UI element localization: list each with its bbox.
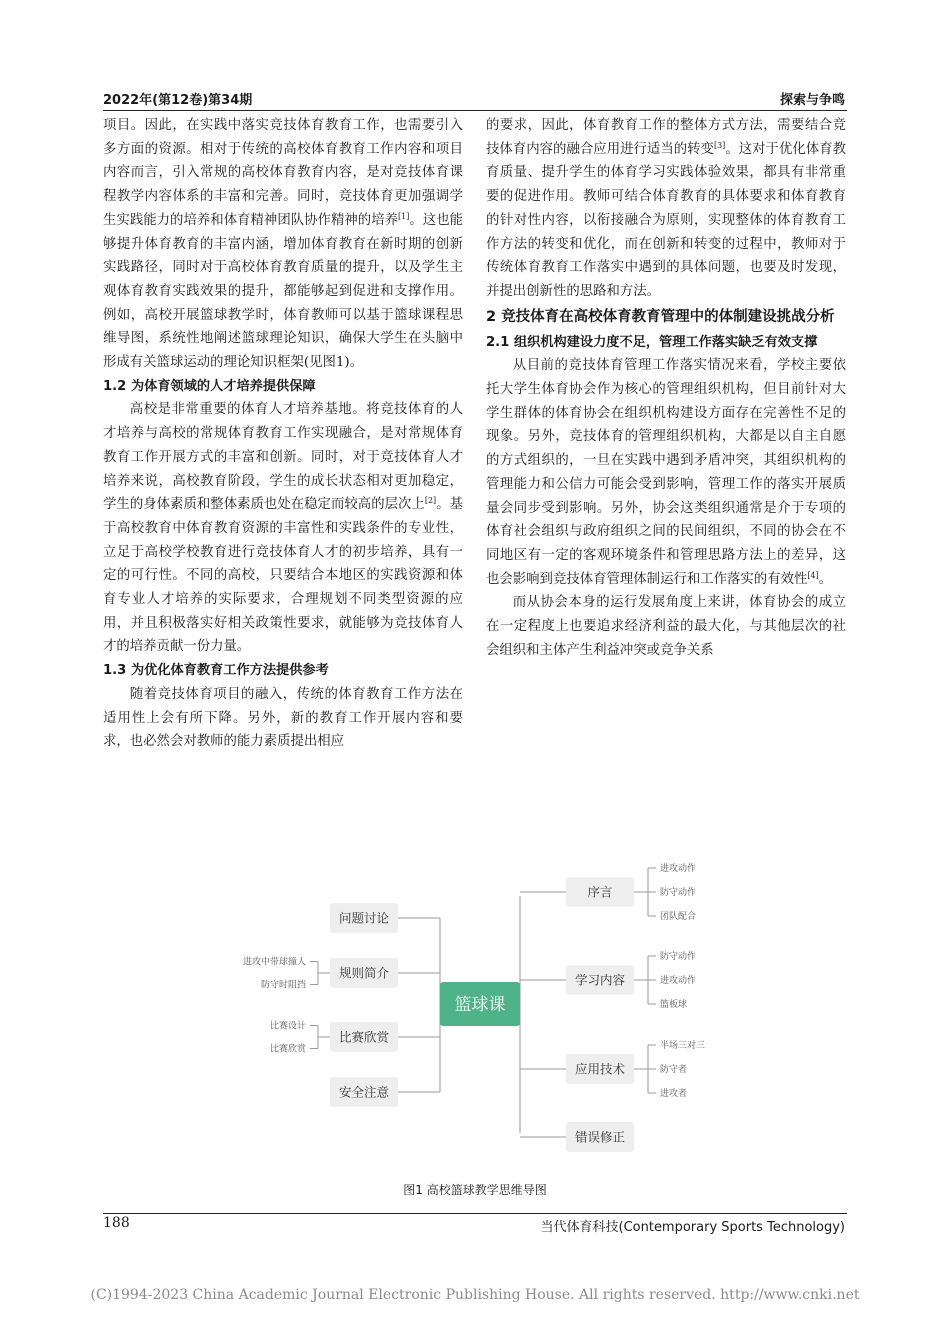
mindmap-leaf: 比赛设计 xyxy=(269,1021,306,1032)
mindmap-leaf: 防守时阻挡 xyxy=(260,980,306,991)
journal-name: 当代体育科技(Contemporary Sports Technology) xyxy=(540,1220,845,1235)
mindmap-leaf: 防守者 xyxy=(660,1065,688,1075)
section-heading-2: 2 竞技体育在高校体育教育管理中的体制建设挑战分析 xyxy=(486,308,835,325)
mindmap-leaf: 进攻中带球撞人 xyxy=(242,957,306,968)
mindmap-figure xyxy=(200,848,750,1158)
column-name: 探索与争鸣 xyxy=(779,93,845,108)
mindmap-leaf: 防守动作 xyxy=(660,952,697,962)
right-column xyxy=(486,114,846,662)
mindmap-node-label: 规则简介 xyxy=(338,965,390,981)
mindmap-leaf: 比赛欣赏 xyxy=(269,1044,306,1055)
mindmap-leaf: 进攻动作 xyxy=(660,976,697,986)
paragraph: 从目前的竞技体育管理工作落实情况来看，学校主要依托大学生体育协会作为核心的管理组织机构，但目前针对大学生群体的体育协会在组织机构建设方面存在完善性不足的现象。另外，竞技体育的管理组织机构，大都是以自主自愿的方式组织的，一旦在实践中遇到矛盾冲突，其组织机构的管理能力和公信力可能会受到影响，管理工作的落实开展质量会同步受到影响。另外，协会这类组织通常是介于专项的体育社会组织与政府组织之间的民间组织，不同的协会在不同地区有一定的客观环境条件和管理思路方法上的差异，这也会影响到竞技体育管理体制运行和工作落实的有效性[4]。 xyxy=(486,358,846,587)
mindmap-node-label: 安全注意 xyxy=(338,1084,390,1100)
citation[interactable]: [4] xyxy=(807,570,819,580)
mindmap-leaf: 防守动作 xyxy=(660,888,697,898)
paragraph: 而从协会本身的运行发展角度上来讲，体育协会的成立在一定程度上也要追求经济利益的最大化，与其他层次的社会组织和主体产生利益冲突或竞争关系 xyxy=(486,595,846,658)
citation[interactable]: [2] xyxy=(424,496,437,506)
mindmap-node-label: 学习内容 xyxy=(574,972,626,988)
header-rule xyxy=(103,110,847,111)
mindmap-node-label: 错误修正 xyxy=(574,1129,626,1145)
section-heading-1-3: 1.3 为优化体育教育工作方法提供参考 xyxy=(103,663,329,679)
section-heading-1-2: 1.2 为体育领域的人才培养提供保障 xyxy=(103,378,316,394)
mindmap-node-label: 序言 xyxy=(587,884,613,900)
mindmap-node-label: 应用技术 xyxy=(574,1061,626,1077)
paragraph: 项目。因此，在实践中落实竞技体育教育工作，也需要引入多方面的资源。相对于传统的高校体育教育工作内容和项目内容而言，引入常规的高校体育教育内容，是对竞技体育课程教学内容体系的丰富和完善。同时，竞技体育更加强调学生实践能力的培养和体育精神团队协作精神的培养[1]。这也能够提升体育教育的丰富内涵，增加体育教育在新时期的创新实践路径，同时对于高校体育教育质量的提升，以及学生主观体育教育实践效果的提升，都能够起到促进和支撑作用。例如，高校开展篮球教学时，体育教师可以基于篮球课程思维导图，系统性地阐述篮球理论知识，确保大学生在头脑中形成有关篮球运动的理论知识框架(见图1)。 xyxy=(103,118,463,371)
paragraph: 的要求，因此，体育教育工作的整体方式方法，需要结合竞技体育内容的融合应用进行适当的转变[3]。这对于优化体育教育质量、提升学生的体育学习实践体验效果，都具有非常重要的促进作用。教师可结合体育教育的具体要求和体育教育的针对性内容，以衔接融合为原则，实现整体的体育教育工作方法的转变和优化，而在创新和转变的过程中，教师对于传统体育教育工作落实中遇到的具体问题，也要及时发现，并提出创新性的思路和方法。 xyxy=(486,118,847,299)
journal-issue: 2022年(第12卷)第34期 xyxy=(103,93,253,108)
mindmap-leaf: 进攻者 xyxy=(660,1089,688,1099)
copyright-notice: (C)1994-2023 China Academic Journal Electronic Publishing House. All rights reserved. http://www.cnki.net xyxy=(90,1287,860,1303)
mindmap-leaf: 进攻动作 xyxy=(660,864,697,874)
page-number: 188 xyxy=(103,1215,130,1231)
citation[interactable]: [1] xyxy=(398,211,410,221)
mindmap-leaf: 篮板球 xyxy=(660,1000,688,1010)
mindmap-node-label: 比赛欣赏 xyxy=(338,1029,390,1045)
citation[interactable]: [3] xyxy=(713,140,726,150)
section-heading-2-1: 2.1 组织机构建设力度不足，管理工作落实缺乏有效支撑 xyxy=(486,334,818,350)
mindmap-center-label: 篮球课 xyxy=(454,995,506,1015)
figure-caption: 图1 高校篮球教学思维导图 xyxy=(403,1183,547,1197)
mindmap-leaf: 团队配合 xyxy=(660,912,697,922)
footer-rule xyxy=(103,1213,847,1214)
paragraph: 高校是非常重要的体育人才培养基地。将竞技体育的人才培养与高校的常规体育教育工作实现融合，是对常规体育教育工作开展方式的丰富和创新。同时，对于竞技体育人才培养来说，高校教育阶段，学生的成长状态相对更加稳定，学生的身体素质和整体素质也处在稳定而较高的层次上[2]。基于高校教育中体育教育资源的丰富性和实践条件的专业性，立足于高校学校教育进行竞技体育人才的初步培养，具有一定的可行性。不同的高校，只要结合本地区的实践资源和体育专业人才培养的实际要求，合理规划不同类型资源的应用，并且积极落实好相关政策性要求，就能够为竞技体育人才的培养贡献一份力量。 xyxy=(103,402,464,655)
mindmap-node-label: 问题讨论 xyxy=(338,910,390,926)
left-column xyxy=(103,114,463,754)
paragraph: 随着竞技体育项目的融入，传统的体育教育工作方法在适用性上会有所下降。另外，新的教育工作开展内容和要求，也必然会对教师的能力素质提出相应 xyxy=(103,686,463,750)
mindmap-leaf: 半场三对三 xyxy=(660,1041,706,1051)
